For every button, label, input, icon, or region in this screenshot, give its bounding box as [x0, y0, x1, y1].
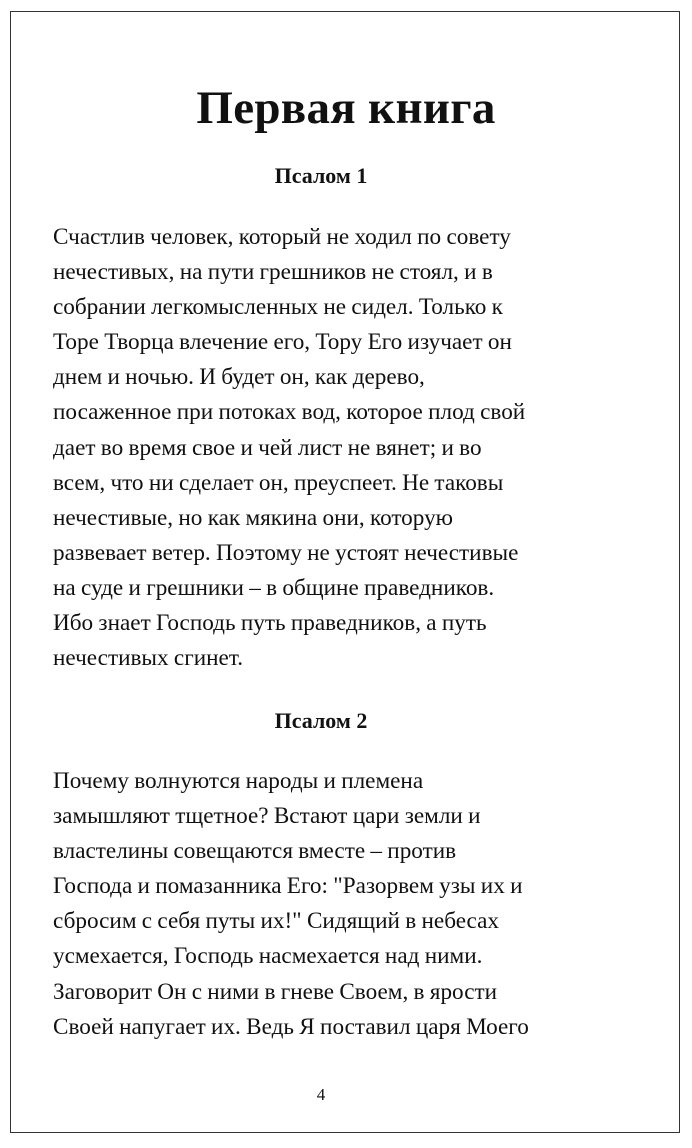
- psalm-2-text: [53, 764, 643, 1045]
- text-line: Господа и помазанника Его: "Разорвем узы их и: [53, 873, 523, 900]
- psalm-2-heading: Псалом 2: [274, 708, 368, 733]
- text-line: усмехается, Господь насмехается над ними.: [53, 943, 483, 970]
- book-title: Первая книга: [196, 82, 496, 134]
- text-line: Почему волнуются народы и племена: [53, 768, 424, 794]
- text-line: нечестивых, на пути грешников не стоял, и в: [53, 259, 493, 286]
- psalm-1-text: [53, 220, 643, 676]
- text-line: Счастлив человек, который не ходил по совету: [53, 224, 511, 250]
- text-line: дает во время свое и чей лист не вянет; и во: [53, 434, 482, 461]
- text-line: Торе Творца влечение его, Тору Его изучает он: [53, 329, 512, 356]
- text-line: развевает ветер. Поэтому не устоят нечестивые: [53, 539, 519, 566]
- text-line: посаженное при потоках вод, которое плод свой: [53, 399, 526, 426]
- text-line: Заговорит Он с ними в гневе Своем, в ярости: [53, 978, 498, 1005]
- text-line: Ибо знает Господь путь праведников, а путь: [53, 610, 487, 637]
- text-line: нечестивые, но как мякина они, которую: [53, 504, 453, 531]
- text-line: днем и ночью. И будет он, как дерево,: [53, 364, 425, 391]
- text-line: сбросим с себя путы их!" Сидящий в небесах: [53, 908, 500, 935]
- page-number: 4: [316, 1085, 326, 1104]
- text-line: нечестивых сгинет.: [53, 645, 244, 672]
- text-line: властелины совещаются вместе – против: [53, 838, 457, 865]
- psalm-1-heading: Псалом 1: [274, 163, 368, 188]
- text-line: собрании легкомысленных не сидел. Только к: [53, 294, 503, 321]
- text-line: Своей напугает их. Ведь Я поставил царя Моего: [53, 1013, 529, 1040]
- text-line: на суде и грешники – в общине праведников.: [53, 574, 495, 601]
- text-line: всем, что ни сделает он, преуспеет. Не таковы: [53, 469, 504, 496]
- text-line: замышляют тщетное? Встают цари земли и: [53, 803, 481, 830]
